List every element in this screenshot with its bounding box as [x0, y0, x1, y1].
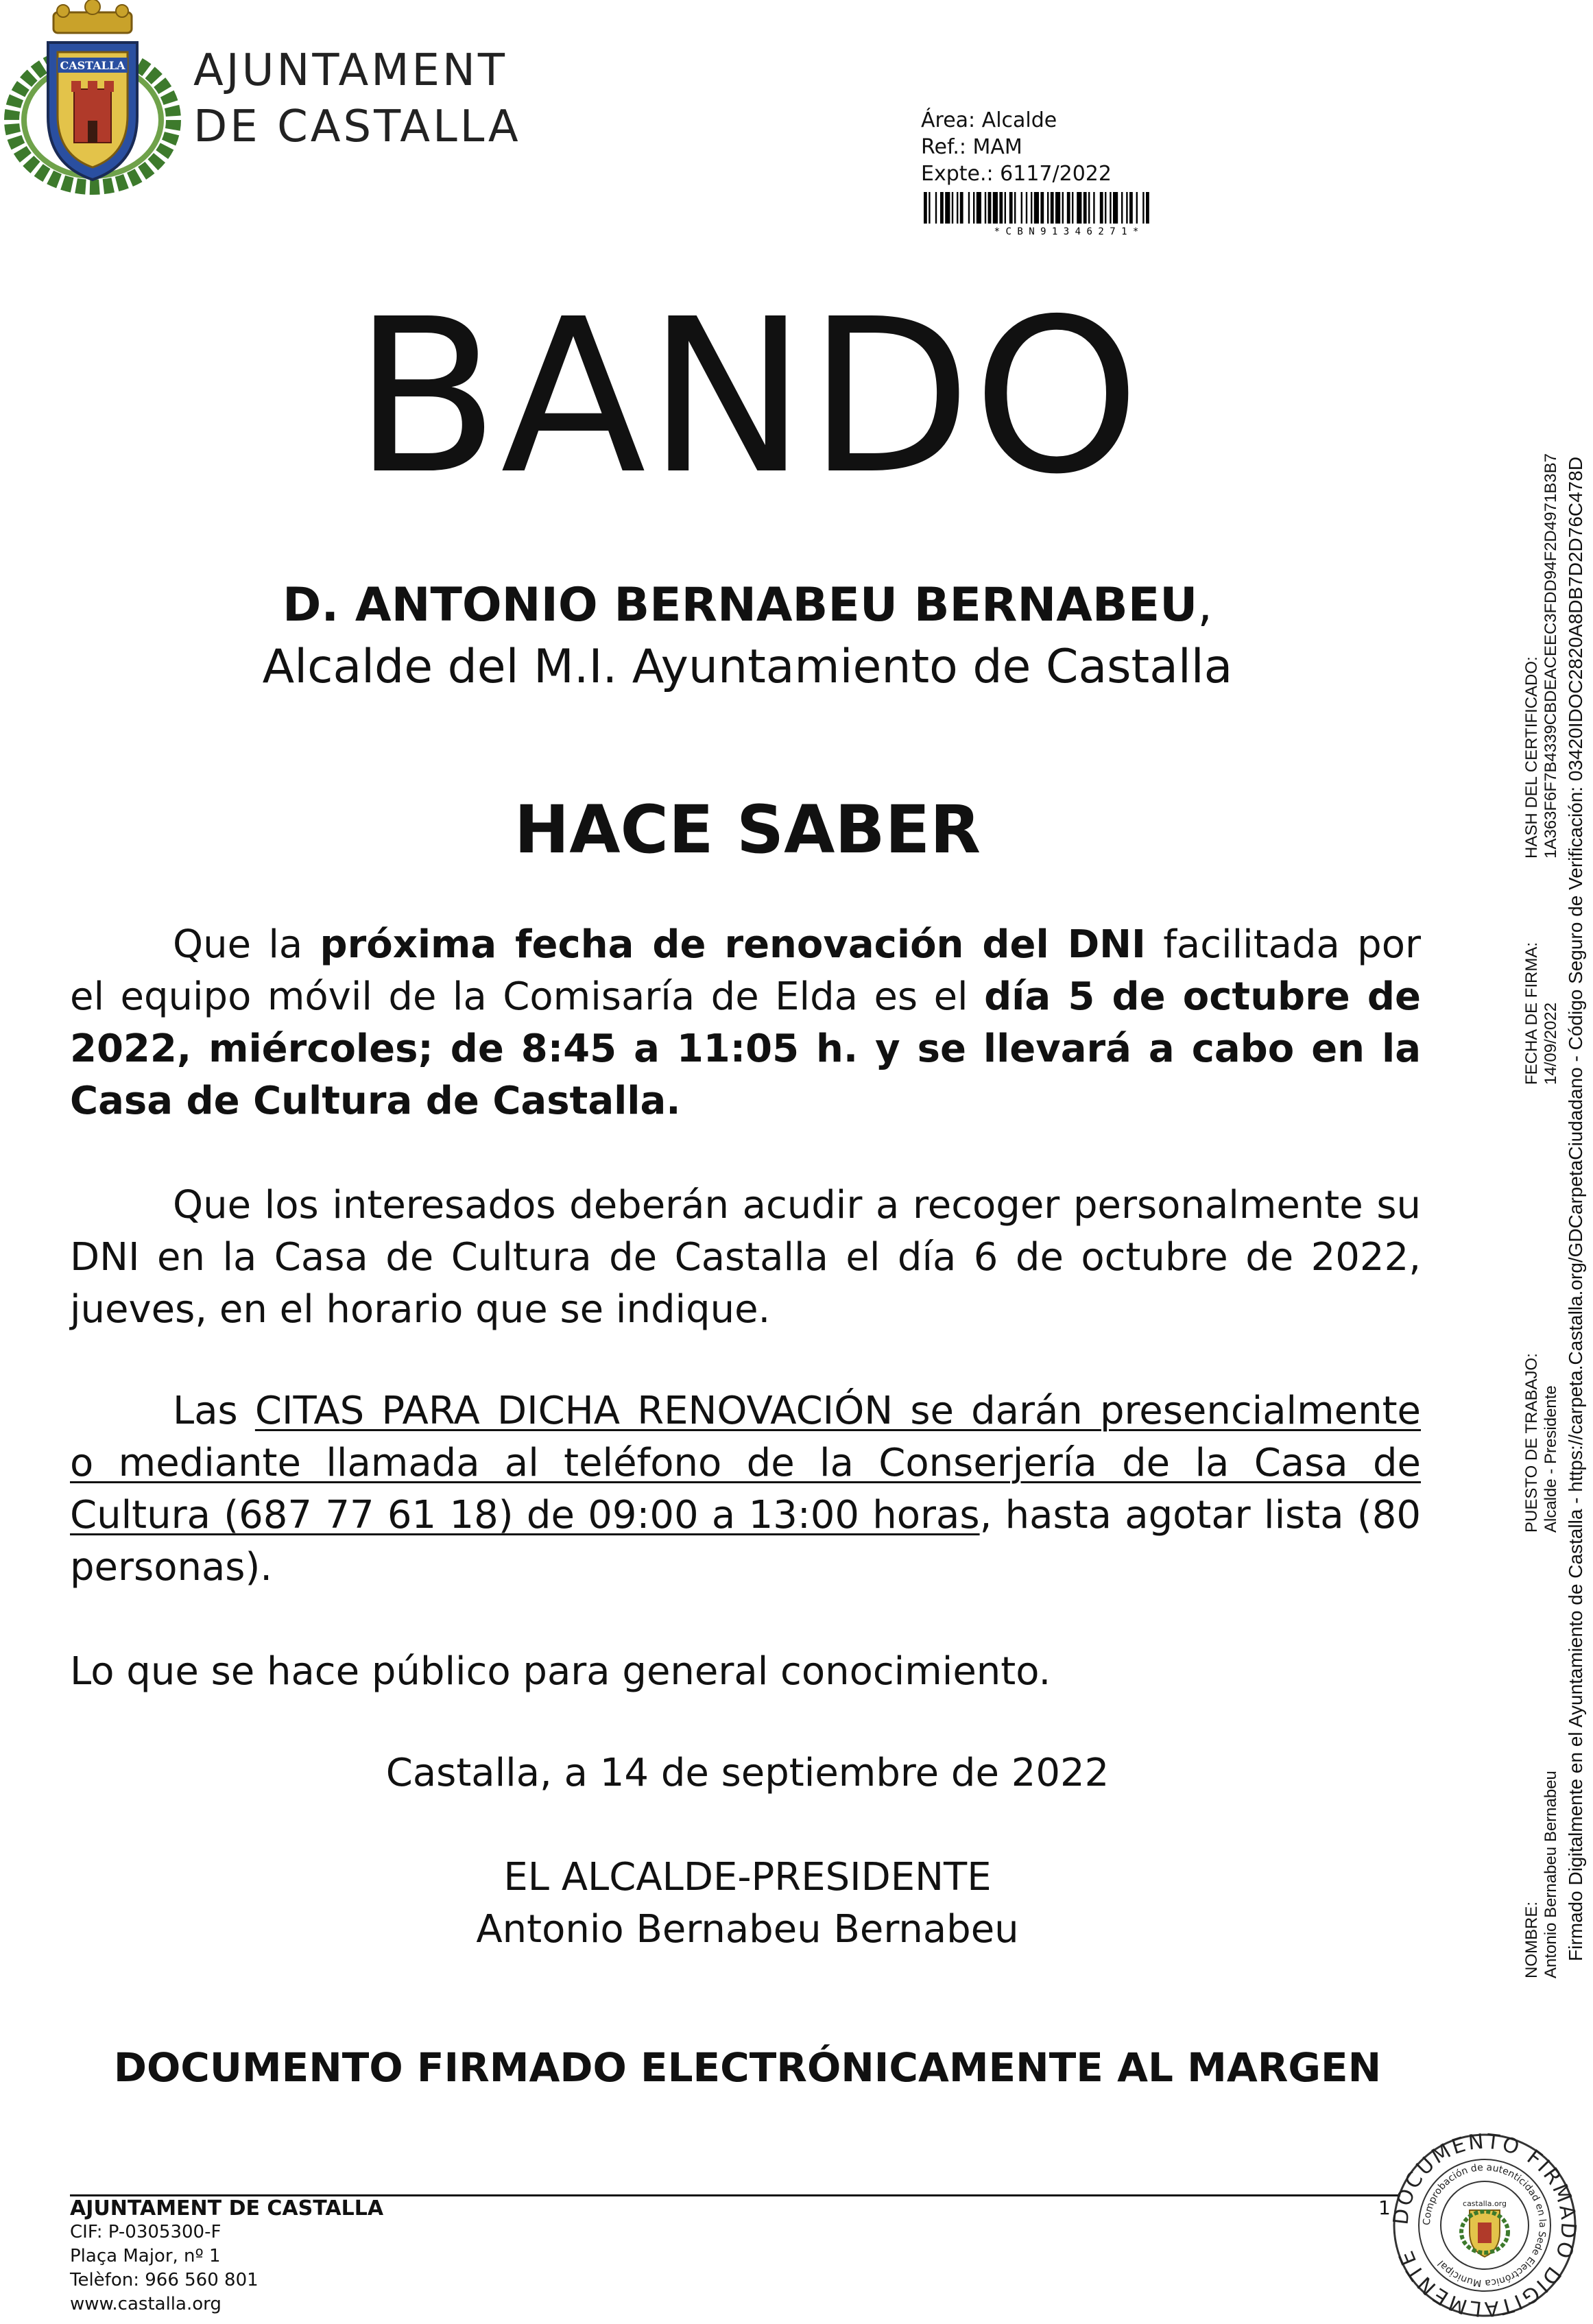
barcode-bar [940, 192, 944, 224]
footer-contact [70, 2196, 383, 2316]
barcode-bar [993, 192, 998, 224]
margin-fecha-value: 14/09/2022 [1542, 1002, 1560, 1085]
barcode-bar [988, 192, 992, 224]
barcode-bar [1110, 192, 1111, 224]
p1-text-c: facilitada por el equipo móvil de la Comisaría de Elda es el [70, 922, 1421, 1019]
page-number: 1 [1378, 2196, 1391, 2219]
margin-nombre-label: NOMBRE: [1522, 1901, 1541, 1978]
margin-puesto-label: PUESTO DE TRABAJO: [1522, 1353, 1541, 1533]
stamp-outer-text: DOCUMENTO FIRMADO DIGITALMENTE [1389, 2129, 1581, 2321]
barcode-bar [945, 192, 950, 224]
barcode-bar [999, 192, 1003, 224]
barcode-bar [1051, 192, 1054, 224]
barcode-bar [977, 192, 981, 224]
barcode-bar [985, 192, 986, 224]
barcode-bar [1088, 192, 1090, 224]
place-and-date: Castalla, a 14 de septiembre de 2022 [385, 1751, 1110, 1795]
barcode-bar [957, 192, 958, 224]
crest-banner-text: CASTALLA [60, 59, 125, 72]
stamp-site-text: castalla.org [1463, 2199, 1507, 2208]
barcode-bar [1146, 192, 1149, 224]
barcode-bar [929, 192, 930, 224]
barcode-bar [1077, 192, 1081, 224]
barcode-bar [1136, 192, 1138, 224]
electronic-signature-notice: DOCUMENTO FIRMADO ELECTRÓNICAMENTE AL MARGEN [113, 2044, 1382, 2091]
barcode-bar [1062, 192, 1064, 224]
barcode-bar [1100, 192, 1103, 224]
barcode-bar [1121, 192, 1123, 224]
mayor-name [0, 576, 1495, 635]
p1-bold-renewal: próxima fecha de renovación del DNI [320, 922, 1146, 967]
municipal-crest [0, 0, 185, 199]
organization-name-line1: AJUNTAMENT [193, 45, 507, 96]
footer-org-name: AJUNTAMENT DE CASTALLA [70, 2196, 384, 2220]
margin-fecha-block [1522, 942, 1561, 1085]
file-reference-block [921, 107, 1112, 187]
barcode-bar [1005, 192, 1006, 224]
barcode-bar [968, 192, 970, 224]
barcode-bar [1031, 192, 1032, 224]
signatory-role: EL ALCALDE-PRESIDENTE [503, 1855, 992, 1900]
p3-underlined-appointments: CITAS PARA DICHA RENOVACIÓN se darán presencialmente o mediante llamada al teléfono de la Conserjería de la Casa de Cultura (687 77 61 18) de 09:00 a 13:00 horas [70, 1389, 1421, 1537]
mayor-name-comma: , [1197, 578, 1213, 632]
margin-fecha-label: FECHA DE FIRMA: [1522, 942, 1541, 1085]
mayor-name-text: D. ANTONIO BERNABEU BERNABEU [282, 578, 1198, 632]
organization-name [193, 43, 521, 155]
mayor-title: Alcalde del M.I. Ayuntamiento de Castalla [262, 640, 1233, 694]
barcode-bar [924, 192, 927, 224]
barcode-bar [973, 192, 974, 224]
barcode-bar [1093, 192, 1094, 224]
barcode-bar [1129, 192, 1133, 224]
margin-verification-block [1565, 457, 1587, 1961]
signatory-name: Antonio Bernabeu Bernabeu [476, 1907, 1019, 1952]
ref-label: Ref.: MAM [921, 135, 1022, 159]
p1-text-a: Que la [173, 922, 320, 967]
barcode-bar [1072, 192, 1073, 224]
barcode-bar [1034, 192, 1039, 224]
barcode-bar [1040, 192, 1044, 224]
digital-signature-stamp [1382, 2129, 1588, 2321]
margin-nombre-label-block [1522, 1771, 1561, 1978]
paragraph-appointments [70, 1385, 1421, 1594]
barcode-bar [1047, 192, 1049, 224]
paragraph-pickup [70, 1179, 1421, 1336]
footer-website: www.castalla.org [70, 2294, 221, 2314]
margin-hash-label: HASH DEL CERTIFICADO: [1522, 656, 1541, 859]
closing-statement: Lo que se hace público para general conocimiento. [70, 1649, 1051, 1694]
organization-name-line2: DE CASTALLA [193, 101, 521, 152]
barcode-bar [1021, 192, 1022, 224]
p3-text-c: , hasta agotar lista (80 personas). [70, 1493, 1422, 1590]
document-title: BANDO [353, 274, 1142, 521]
document-barcode [921, 192, 1212, 236]
margin-nombre-value: Antonio Bernabeu Bernabeu [1542, 1771, 1560, 1978]
barcode-bar [1113, 192, 1118, 224]
footer-phone: Telèfon: 966 560 801 [70, 2270, 259, 2290]
barcode-bar [935, 192, 937, 224]
barcode-bar [1105, 192, 1106, 224]
barcode-bar [960, 192, 963, 224]
stamp-inner-text: Comprobación de autenticidad en la Sede Electrónica Municipal [1421, 2161, 1548, 2289]
area-label: Área: Alcalde [921, 108, 1057, 132]
expte-label: Expte.: 6117/2022 [921, 162, 1112, 186]
barcode-bar [1009, 192, 1013, 224]
barcode-bar [1126, 192, 1127, 224]
barcode-bar [1026, 192, 1027, 224]
footer-address: Plaça Major, nº 1 [70, 2246, 221, 2266]
margin-verification-text: Firmado Digitalmente en el Ayuntamiento de Castalla - https://carpeta.Castalla.org/GDCarpetaCiudadano - Código Seguro de Verificación: 03420IDOC2820A8DB7D2D76C478D [1565, 456, 1586, 1961]
barcode-bar [1083, 192, 1087, 224]
p2-text: Que los interesados deberán acudir a recoger personalmente su DNI en la Casa de Cultura de Castalla el día 6 de octubre de 2022, jueves, en el horario que se indique. [70, 1183, 1421, 1332]
barcode-bar [1067, 192, 1070, 224]
margin-puesto-block [1522, 1353, 1561, 1533]
announcement-heading: HACE SABER [514, 791, 981, 868]
barcode-bar [1014, 192, 1016, 224]
margin-hash-value: 1A363F6F7B4339CBDEACEEC3FDD94F2D4971B3B7 [1542, 453, 1560, 859]
barcode-bar [1055, 192, 1060, 224]
barcode-bar [1142, 192, 1144, 224]
margin-puesto-value: Alcalde - Presidente [1542, 1385, 1560, 1533]
footer-cif: CIF: P-0305300-F [70, 2222, 221, 2242]
margin-hash-block [1522, 453, 1561, 859]
paragraph-renewal-date [70, 919, 1421, 1127]
barcode-bar [952, 192, 953, 224]
p1-bold-date: día 5 de octubre de 2022, miércoles; de 8:45 a 11:05 h. y se llevará a cabo en la Casa de Cultura de Castalla. [70, 974, 1421, 1123]
p3-text-a: Las [173, 1389, 255, 1433]
barcode-text: * C B N 9 1 3 4 6 2 7 1 * [994, 226, 1139, 236]
